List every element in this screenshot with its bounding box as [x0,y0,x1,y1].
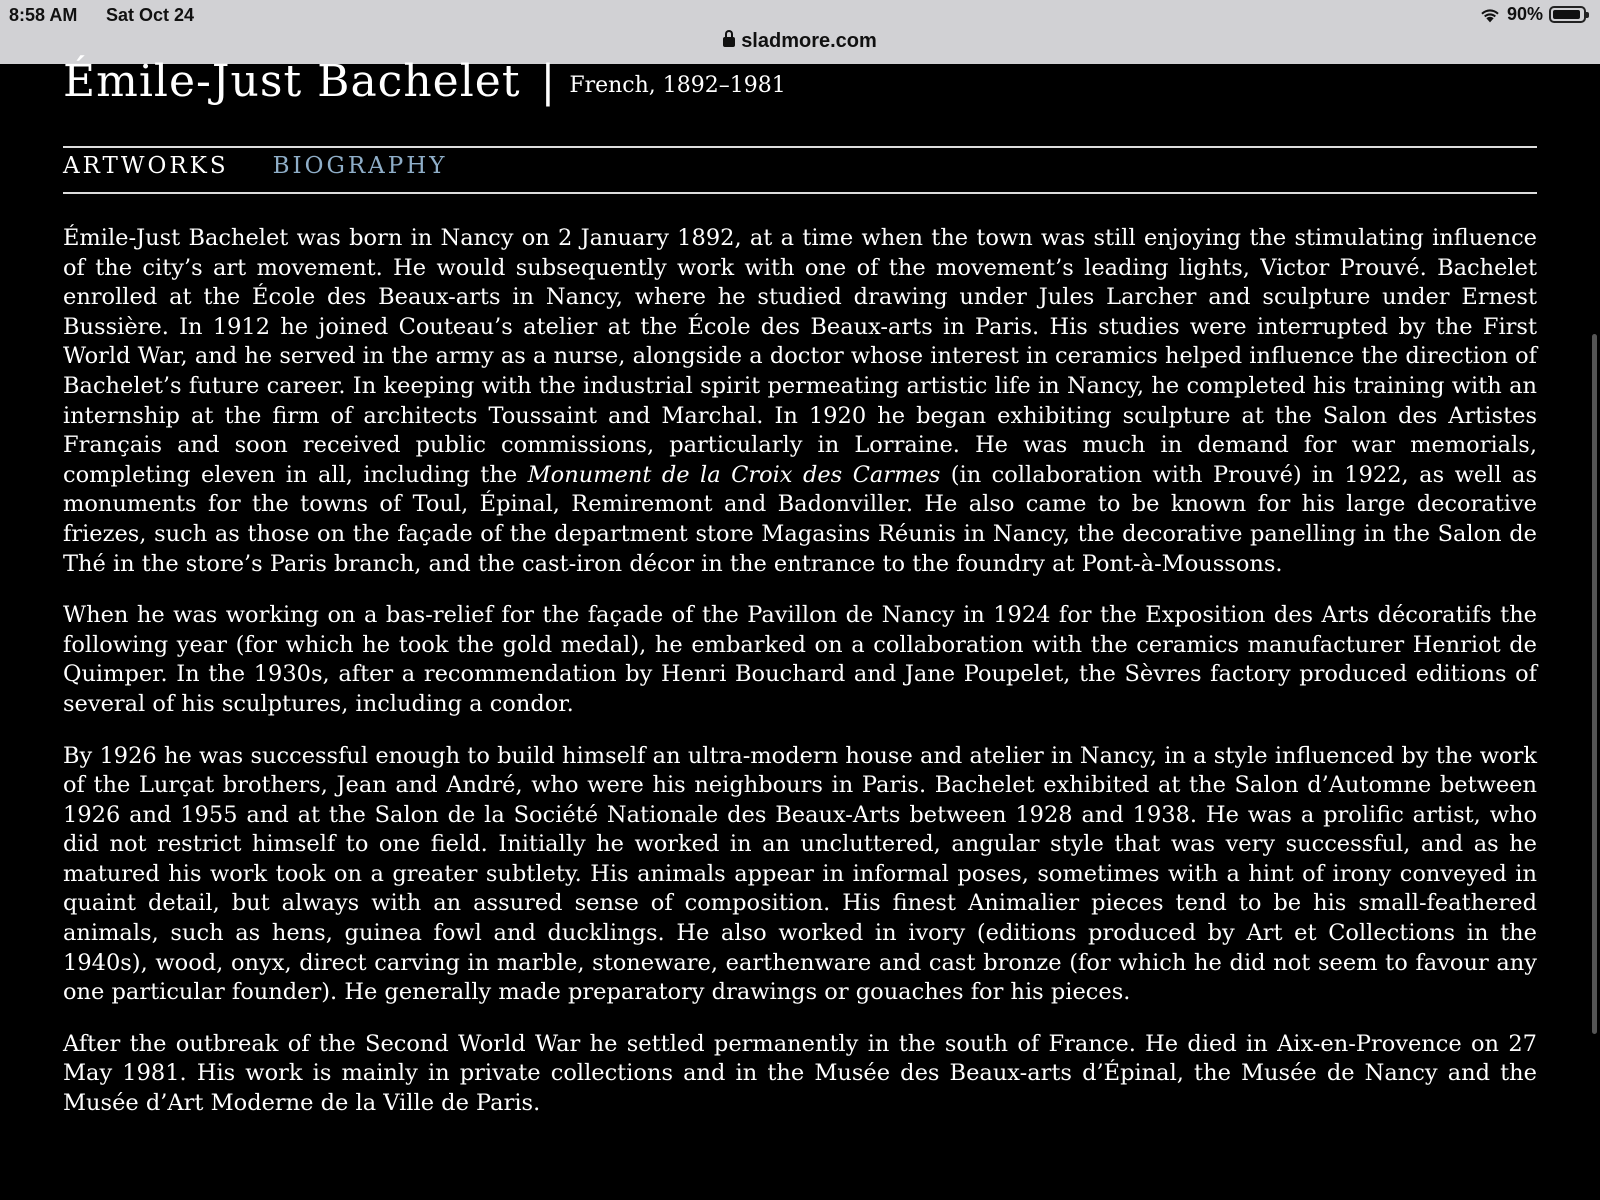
lock-icon [723,37,735,47]
bio-paragraph-3: By 1926 he was successful enough to build himself an ultra-modern house and atelier in Nancy, in a style influenced by the work of the Lurçat brothers, Jean and André, who were his neighbours in Paris. Bachelet exhibited at the Salon d’Automne between 1926 and 1955 and at the Salon de la Société Nationale des Beaux-Arts between 1928 and 1938. He was a prolific artist, who did not restrict himself to one field. Initially he worked in an uncluttered, angular style that was very successful, and as he matured his work took on a greater subtlety. His animals appear in informal poses, sometimes with a hint of irony conveyed in quaint detail, but always with an assured sense of composition. His finest Animalier pieces tend to be his small-feathered animals, such as hens, guinea fowl and ducklings. He also worked in ivory (editions produced by Art et Collections in the 1940s), wood, onyx, direct carving in marble, stoneware, earthenware and cast bronze (for which he did not seem to favour any one particular founder). He generally made preparatory drawings or gouaches for his pieces. [63,742,1537,1006]
url-text: sladmore.com [741,30,877,52]
url-bar[interactable] [0,30,1600,53]
tab-bar [63,153,448,179]
bio-paragraph-2: When he was working on a bas-relief for the façade of the Pavillon de Nancy in 1924 for the Exposition des Arts décoratifs the following year (for which he took the gold medal), he embarked on a collaboration with the ceramics manufacturer Henriot de Quimper. In the 1930s, after a recommendation by Henri Bouchard and Jane Poupelet, the Sèvres factory produced editions of several of his sculptures, including a condor. [63,602,1537,717]
bio-paragraph-4: After the outbreak of the Second World War he settled permanently in the south of France. He died in Aix-en-Provence on 27 May 1981. His work is mainly in private collections and in the Musée des Beaux-arts d’Épinal, the Musée de Nancy and the Musée d’Art Moderne de la Ville de Paris. [63,1030,1537,1117]
divider-top [63,146,1537,148]
scroll-indicator[interactable] [1592,334,1597,1034]
tab-artworks[interactable]: ARTWORKS [63,153,229,179]
artist-header [63,56,786,107]
artist-nationality: French, 1892–1981 [569,73,786,98]
tab-biography[interactable]: BIOGRAPHY [272,153,448,179]
status-right [1479,4,1586,25]
bio-p1-text-b: (in collaboration with Prouvé) in 1922, as well as monuments for the towns of Toul, Épinal, Remiremont and Badonviller. He also came to be known for his large decorative friezes, such as those on the façade of the department store Magasins Réunis in Nancy, the decorative panelling in the Salon de Thé in the store’s Paris branch, and the cast-iron décor in the entrance to the foundry at Pont-à-Moussons. [63,461,1537,577]
divider-bottom [63,192,1537,194]
wifi-icon [1479,6,1501,24]
bio-p1-text-a: Émile-Just Bachelet was born in Nancy on 2 January 1892, at a time when the town was still enjoying the stimulating influence of the city’s art movement. He would subsequently work with one of the movement’s leading lights, Victor Prouvé. Bachelet enrolled at the École des Beaux-arts in Nancy, where he studied drawing under Jules Larcher and sculpture under Ernest Bussière. In 1912 he joined Couteau’s atelier at the École des Beaux-arts in Paris. His studies were interrupted by the First World War, and he served in the army as a nurse, alongside a doctor whose interest in ceramics helped influence the direction of Bachelet’s future career. In keeping with the industrial spirit permeating artistic life in Nancy, he completed his training with an internship at the firm of architects Toussaint and Marchal. In 1920 he began exhibiting sculpture at the Salon des Artistes Français and soon received public commissions, particularly in Lorraine. He was much in demand for war memorials, completing eleven in all, including the [63,225,1537,488]
status-date: Sat Oct 24 [106,5,195,25]
battery-icon [1549,6,1586,23]
artist-name: Émile-Just Bachelet [63,56,521,107]
browser-chrome [0,0,1600,64]
title-separator: | [540,56,556,107]
battery-percent: 90% [1506,4,1543,24]
status-time: 8:58 AM [9,5,78,25]
bio-p1-italic-title: Monument de la Croix des Carmes [527,461,941,488]
biography-text [63,224,1537,1141]
bio-paragraph-1 [63,224,1537,579]
